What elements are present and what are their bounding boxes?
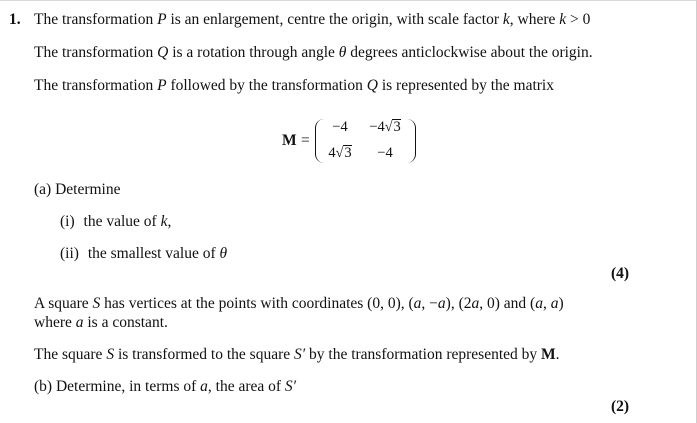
var-P: P xyxy=(157,11,167,28)
question-line-1 xyxy=(34,11,590,29)
text: the smallest value of xyxy=(87,245,220,262)
var-a: a xyxy=(437,295,446,312)
text: , xyxy=(167,213,172,230)
radicand: 3 xyxy=(393,119,401,135)
var-Q: Q xyxy=(366,77,378,94)
var-a: a xyxy=(75,314,84,331)
text: is transformed to the square xyxy=(114,346,294,363)
equals-sign: = xyxy=(301,132,310,149)
coefficient: −4 xyxy=(369,119,385,135)
text: is an enlargement, centre the origin, with scale factor xyxy=(166,11,503,28)
question-line-2 xyxy=(34,44,593,62)
right-parenthesis xyxy=(407,119,416,163)
part-a-label: (a) Determine xyxy=(34,181,121,198)
var-a: a xyxy=(535,295,543,312)
sub-label: (ii) xyxy=(60,245,79,262)
text: where xyxy=(34,314,76,331)
marks-part-a: (4) xyxy=(611,265,630,282)
text: (b) Determine, in terms of xyxy=(34,378,201,395)
radicand: 3 xyxy=(344,145,352,161)
var-k: k xyxy=(160,213,168,230)
matrix-cell-12 xyxy=(365,119,405,136)
text: , xyxy=(542,295,551,312)
text: is a constant. xyxy=(83,314,168,331)
text: the value of xyxy=(83,213,161,230)
sub-label: (i) xyxy=(60,213,75,230)
text: followed by the transformation xyxy=(166,77,367,94)
matrix-ref-M: M xyxy=(541,346,556,363)
var-theta: θ xyxy=(219,245,228,262)
var-theta: θ xyxy=(338,44,347,61)
text: . xyxy=(555,346,560,363)
var-P: P xyxy=(157,77,167,94)
question-number: 1. xyxy=(9,11,21,28)
text: ) xyxy=(558,295,564,312)
text: has vertices at the points with coordinates (0, 0), ( xyxy=(100,295,414,312)
question-line-3 xyxy=(34,77,554,95)
root-sign: √ xyxy=(384,120,393,135)
var-Q: Q xyxy=(157,44,169,61)
matrix-M xyxy=(282,117,422,165)
coefficient: 4 xyxy=(328,145,336,161)
text: > 0 xyxy=(566,11,591,28)
matrix-cell-22: −4 xyxy=(377,145,393,161)
text: , − xyxy=(421,295,438,312)
var-S: S xyxy=(106,346,115,363)
var-S-prime: S′ xyxy=(294,346,306,363)
part-a-ii xyxy=(60,245,227,263)
text: is a rotation through angle xyxy=(168,44,339,61)
matrix-name: M xyxy=(282,132,297,149)
text: ), (2 xyxy=(445,295,472,312)
marks-part-b: (2) xyxy=(611,398,630,415)
square-line-2 xyxy=(34,314,168,332)
text: , 0) and ( xyxy=(479,295,536,312)
var-a: a xyxy=(413,295,422,312)
var-k: k xyxy=(559,11,567,28)
top-border xyxy=(0,0,697,1)
root-sign: √ xyxy=(335,146,344,161)
var-a: a xyxy=(471,295,480,312)
text: The square xyxy=(34,346,107,363)
text: , the area of xyxy=(207,378,285,395)
var-a: a xyxy=(200,378,208,395)
transform-line xyxy=(34,346,560,364)
var-S-prime: S′ xyxy=(284,378,297,395)
text: is represented by the matrix xyxy=(377,77,554,94)
text: degrees anticlockwise about the origin. xyxy=(346,44,593,61)
text: The transformation xyxy=(34,11,158,28)
var-S: S xyxy=(92,295,101,312)
text: A square xyxy=(34,295,93,312)
matrix-cell-21 xyxy=(320,145,360,162)
part-b xyxy=(34,378,296,396)
matrix-cell-11: −4 xyxy=(332,119,348,135)
text: , where xyxy=(509,11,560,28)
text: The transformation xyxy=(34,77,158,94)
var-k: k xyxy=(502,11,510,28)
part-a-i xyxy=(60,213,171,231)
var-a: a xyxy=(550,295,559,312)
text: by the transformation represented by xyxy=(305,346,542,363)
square-line-1 xyxy=(34,295,564,313)
text: The transformation xyxy=(34,44,158,61)
